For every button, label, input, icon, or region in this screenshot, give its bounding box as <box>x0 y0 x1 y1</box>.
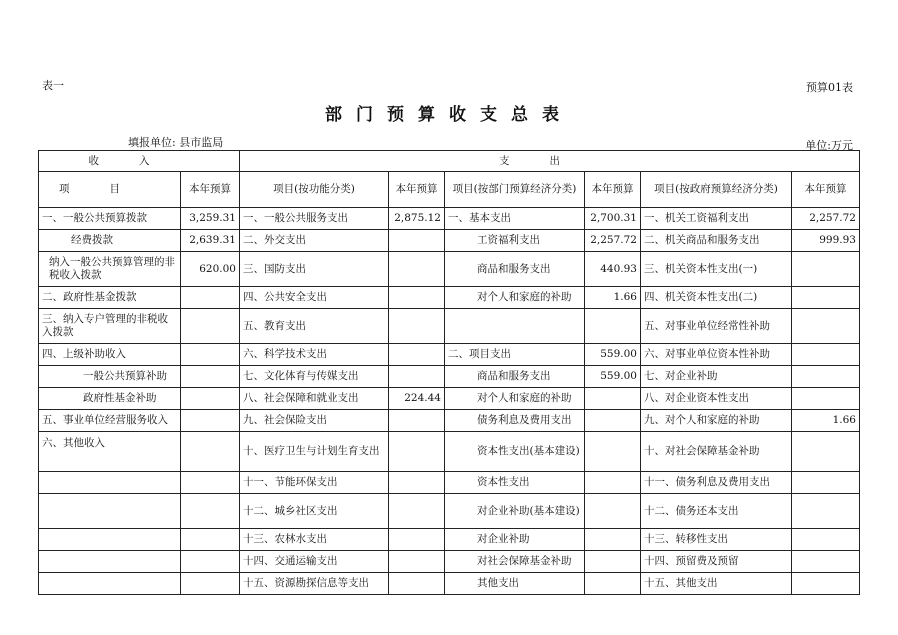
table-row <box>39 287 860 309</box>
income-item: 六、其他收入 <box>39 432 181 472</box>
dept-econ-budget <box>585 529 641 551</box>
func-budget <box>389 529 445 551</box>
income-budget <box>181 344 240 366</box>
income-budget <box>181 529 240 551</box>
gov-econ-budget <box>792 432 860 472</box>
income-item <box>39 529 181 551</box>
dept-econ-budget <box>585 388 641 410</box>
func-item: 七、文化体育与传媒支出 <box>240 366 389 388</box>
func-item: 四、公共安全支出 <box>240 287 389 309</box>
dept-econ-item: 一、基本支出 <box>445 208 585 230</box>
dept-econ-budget: 559.00 <box>585 344 641 366</box>
gov-econ-budget <box>792 573 860 595</box>
func-item: 十五、资源勘探信息等支出 <box>240 573 389 595</box>
income-budget <box>181 410 240 432</box>
income-item: 二、政府性基金拨款 <box>39 287 181 309</box>
func-budget: 2,875.12 <box>389 208 445 230</box>
table-row <box>39 344 860 366</box>
income-budget <box>181 551 240 573</box>
table-number-label: 表一 <box>42 79 64 92</box>
table-row <box>39 472 860 494</box>
gov-econ-item: 十三、转移性支出 <box>641 529 792 551</box>
func-item: 十一、节能环保支出 <box>240 472 389 494</box>
dept-econ-budget <box>585 494 641 529</box>
table-row <box>39 388 860 410</box>
func-budget <box>389 309 445 344</box>
func-budget <box>389 344 445 366</box>
func-item: 十三、农林水支出 <box>240 529 389 551</box>
func-item: 三、国防支出 <box>240 252 389 287</box>
table-row <box>39 366 860 388</box>
dept-econ-budget: 2,257.72 <box>585 230 641 252</box>
func-item-header: 项目(按功能分类) <box>240 172 389 208</box>
income-budget <box>181 432 240 472</box>
gov-econ-item: 五、对事业单位经常性补助 <box>641 309 792 344</box>
income-budget <box>181 366 240 388</box>
func-budget <box>389 551 445 573</box>
func-budget <box>389 432 445 472</box>
dept-econ-item: 资本性支出(基本建设) <box>445 432 585 472</box>
dept-econ-budget <box>585 410 641 432</box>
dept-econ-item: 债务利息及费用支出 <box>445 410 585 432</box>
gov-econ-budget <box>792 252 860 287</box>
func-budget <box>389 410 445 432</box>
gov-econ-budget <box>792 388 860 410</box>
func-budget-header: 本年预算 <box>389 172 445 208</box>
table-row <box>39 551 860 573</box>
func-budget <box>389 287 445 309</box>
gov-econ-budget <box>792 309 860 344</box>
gov-econ-item: 四、机关资本性支出(二) <box>641 287 792 309</box>
dept-econ-budget: 559.00 <box>585 366 641 388</box>
income-group-header: 收入 <box>39 151 240 172</box>
income-item: 经费拨款 <box>39 230 181 252</box>
gov-econ-item-header: 项目(按政府预算经济分类) <box>641 172 792 208</box>
gov-econ-budget <box>792 494 860 529</box>
income-item: 政府性基金补助 <box>39 388 181 410</box>
income-item: 五、事业单位经营服务收入 <box>39 410 181 432</box>
table-row <box>39 410 860 432</box>
expense-group-header: 支出 <box>240 151 860 172</box>
gov-econ-item: 十、对社会保障基金补助 <box>641 432 792 472</box>
budget-summary-table <box>38 150 860 595</box>
table-row <box>39 230 860 252</box>
currency-unit-label: 单位:万元 <box>805 139 853 152</box>
dept-econ-item: 对企业补助 <box>445 529 585 551</box>
income-budget: 620.00 <box>181 252 240 287</box>
func-budget <box>389 494 445 529</box>
dept-econ-budget <box>585 573 641 595</box>
gov-econ-budget: 1.66 <box>792 410 860 432</box>
gov-econ-item: 二、机关商品和服务支出 <box>641 230 792 252</box>
gov-econ-item: 十四、预留费及预留 <box>641 551 792 573</box>
dept-econ-budget <box>585 309 641 344</box>
table-row <box>39 573 860 595</box>
gov-econ-budget <box>792 287 860 309</box>
dept-econ-budget: 2,700.31 <box>585 208 641 230</box>
reporting-unit-label: 填报单位: 县市监局 <box>128 136 224 149</box>
dept-econ-item: 对个人和家庭的补助 <box>445 287 585 309</box>
dept-econ-budget <box>585 472 641 494</box>
func-item: 六、科学技术支出 <box>240 344 389 366</box>
gov-econ-budget: 999.93 <box>792 230 860 252</box>
income-item <box>39 573 181 595</box>
income-budget <box>181 309 240 344</box>
dept-econ-item-header: 项目(按部门预算经济分类) <box>445 172 585 208</box>
gov-econ-item: 八、对企业资本性支出 <box>641 388 792 410</box>
dept-econ-item <box>445 309 585 344</box>
income-item: 四、上级补助收入 <box>39 344 181 366</box>
gov-econ-budget <box>792 366 860 388</box>
income-budget <box>181 287 240 309</box>
income-budget <box>181 494 240 529</box>
gov-econ-item: 九、对个人和家庭的补助 <box>641 410 792 432</box>
table-row <box>39 208 860 230</box>
gov-econ-item: 十五、其他支出 <box>641 573 792 595</box>
func-item: 八、社会保障和就业支出 <box>240 388 389 410</box>
income-item: 一般公共预算补助 <box>39 366 181 388</box>
dept-econ-budget <box>585 551 641 573</box>
dept-econ-budget: 1.66 <box>585 287 641 309</box>
income-budget-header: 本年预算 <box>181 172 240 208</box>
gov-econ-item: 一、机关工资福利支出 <box>641 208 792 230</box>
income-budget: 2,639.31 <box>181 230 240 252</box>
dept-econ-item: 工资福利支出 <box>445 230 585 252</box>
income-budget <box>181 573 240 595</box>
page-title: 部门预算收支总表 <box>325 105 573 125</box>
income-item <box>39 472 181 494</box>
dept-econ-item: 资本性支出 <box>445 472 585 494</box>
dept-econ-item: 对个人和家庭的补助 <box>445 388 585 410</box>
func-budget <box>389 230 445 252</box>
gov-econ-item: 七、对企业补助 <box>641 366 792 388</box>
dept-econ-item: 商品和服务支出 <box>445 366 585 388</box>
func-item: 五、教育支出 <box>240 309 389 344</box>
func-item: 一、一般公共服务支出 <box>240 208 389 230</box>
income-item <box>39 494 181 529</box>
func-budget: 224.44 <box>389 388 445 410</box>
dept-econ-item: 二、项目支出 <box>445 344 585 366</box>
gov-econ-budget <box>792 344 860 366</box>
gov-econ-item: 十二、债务还本支出 <box>641 494 792 529</box>
income-budget: 3,259.31 <box>181 208 240 230</box>
dept-econ-item: 对社会保障基金补助 <box>445 551 585 573</box>
gov-econ-item: 三、机关资本性支出(一) <box>641 252 792 287</box>
dept-econ-item: 对企业补助(基本建设) <box>445 494 585 529</box>
func-budget <box>389 573 445 595</box>
income-budget <box>181 472 240 494</box>
func-item: 十、医疗卫生与计划生育支出 <box>240 432 389 472</box>
func-budget <box>389 252 445 287</box>
gov-econ-budget <box>792 472 860 494</box>
table-row <box>39 529 860 551</box>
func-item: 二、外交支出 <box>240 230 389 252</box>
table-row <box>39 494 860 529</box>
dept-econ-budget-header: 本年预算 <box>585 172 641 208</box>
table-row <box>39 309 860 344</box>
func-budget <box>389 366 445 388</box>
func-budget <box>389 472 445 494</box>
income-item-header: 项目 <box>39 172 181 208</box>
dept-econ-budget: 440.93 <box>585 252 641 287</box>
dept-econ-budget <box>585 432 641 472</box>
dept-econ-item: 商品和服务支出 <box>445 252 585 287</box>
gov-econ-budget: 2,257.72 <box>792 208 860 230</box>
gov-econ-budget <box>792 551 860 573</box>
income-budget <box>181 388 240 410</box>
income-item: 纳入一般公共预算管理的非税收入拨款 <box>39 252 181 287</box>
func-item: 十四、交通运输支出 <box>240 551 389 573</box>
dept-econ-item: 其他支出 <box>445 573 585 595</box>
gov-econ-budget-header: 本年预算 <box>792 172 860 208</box>
gov-econ-item: 六、对事业单位资本性补助 <box>641 344 792 366</box>
func-item: 九、社会保险支出 <box>240 410 389 432</box>
gov-econ-item: 十一、债务利息及费用支出 <box>641 472 792 494</box>
form-code-label: 预算01表 <box>806 81 853 94</box>
income-item <box>39 551 181 573</box>
income-item: 三、纳入专户管理的非税收入拨款 <box>39 309 181 344</box>
income-item: 一、一般公共预算拨款 <box>39 208 181 230</box>
table-row <box>39 252 860 287</box>
gov-econ-budget <box>792 529 860 551</box>
table-row <box>39 432 860 472</box>
func-item: 十二、城乡社区支出 <box>240 494 389 529</box>
